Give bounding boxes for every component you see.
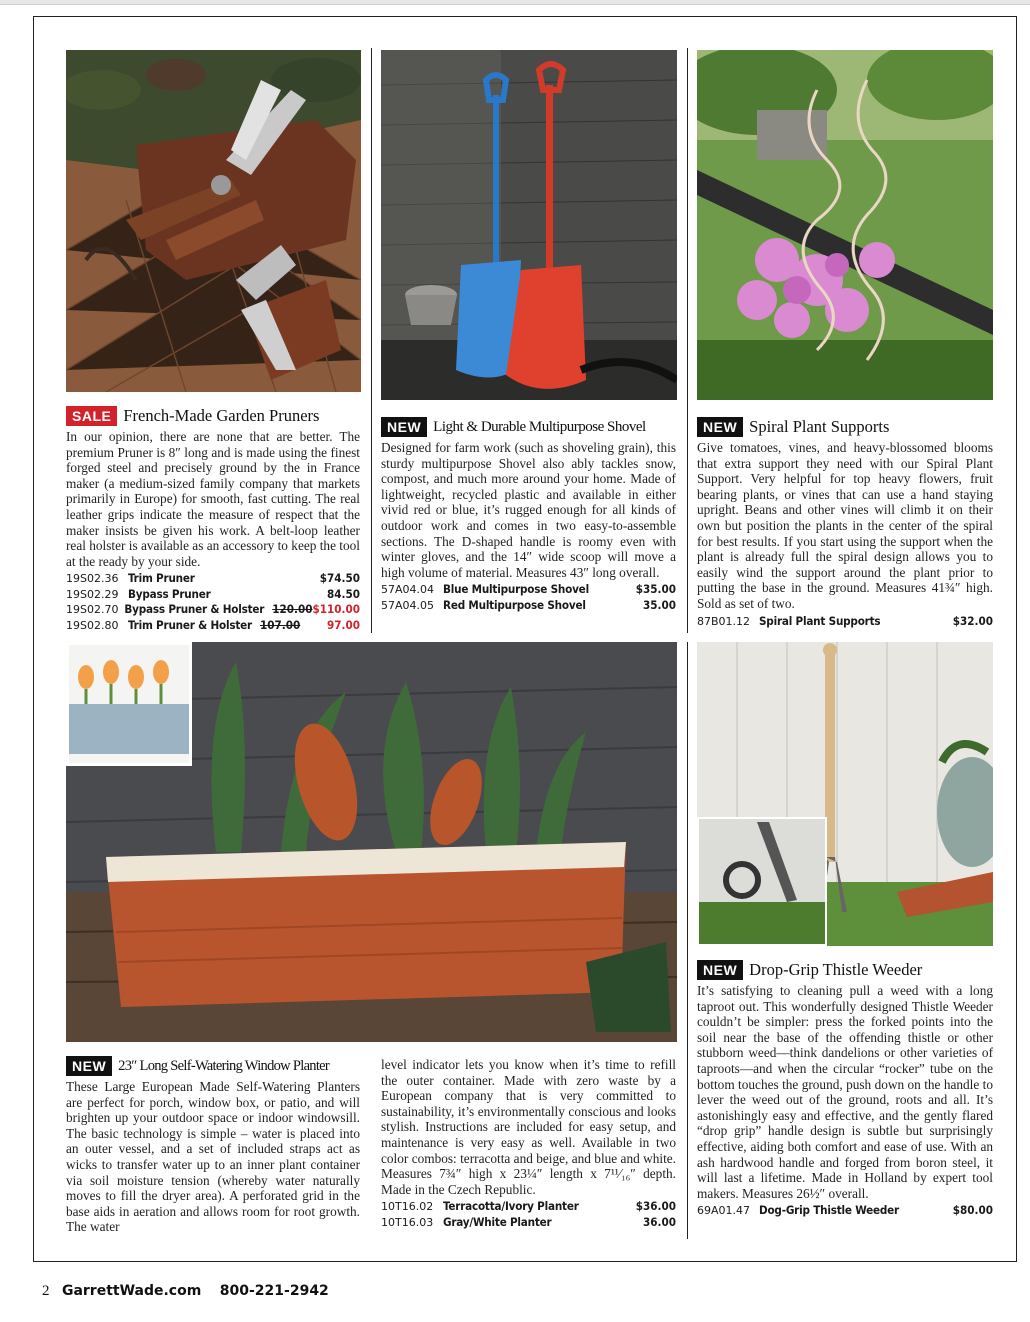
item-name: Trim Pruner bbox=[128, 571, 195, 586]
planter-section-continued bbox=[381, 1057, 676, 1230]
item-sku: 10T16.02 bbox=[381, 1200, 434, 1214]
item-price: $35.00 bbox=[635, 582, 676, 597]
item-sale-price: $110.00 bbox=[312, 602, 360, 617]
spiral-title: Spiral Plant Supports bbox=[749, 417, 890, 436]
weeder-item-list bbox=[697, 1203, 993, 1218]
item-name: Red Multipurpose Shovel bbox=[443, 597, 586, 612]
planter-title: 23″ Long Self-Watering Window Planter bbox=[118, 1057, 330, 1074]
item-sku: 10T16.03 bbox=[381, 1215, 434, 1229]
column-divider-1 bbox=[371, 48, 372, 633]
shovel-section bbox=[381, 416, 676, 613]
item-sku: 87B01.12 bbox=[697, 614, 751, 628]
spiral-section bbox=[697, 416, 993, 629]
column-divider-2 bbox=[687, 48, 688, 633]
planter-description-left: These Large European Made Self-Watering Planters are perfect for porch, window box, or patio, and will brighten up your outdoor space or indoor windowsill. The basic technology is simple – water is placed into an outer vessel, and a set of included straps act as wicks to transfer water up to an inner plant container via soil moisture tension (whereby water naturally moves to fill the dryer area). A perforated grid in the base aids in aeration and allows room for root growth. The water bbox=[66, 1079, 360, 1235]
planter-description-right: level indicator lets you know when it’s time to refill the outer container. Made with zero waste by a European company that is very committed to sustainability, it’s environmentally conscious and looks stylish. Instructions are included for easy setup, and maintenance is very easy as well. Available in two color combos: terracotta and beige, and blue and white. Measures 7¾″ high x 23¼″ length x 7¹¹⁄₁₆″ depth. Made in the Czech Republic. bbox=[381, 1057, 676, 1197]
item-sku: 19S02.36 bbox=[66, 572, 119, 586]
shovel-description: Designed for farm work (such as shoveling grain), this sturdy multipurpose Shovel also ably tackles snow, compost, and much more around your home. Made of lightweight, recycled plastic and available in either vivid red or blue, it’s rugged enough for all kinds of outdoor work and comes in two easy-to-assemble sections. The D-shaped handle is roomy even with winter gloves, and the 14″ wide scoop will move a high volume of material. Measures 43″ long overall. bbox=[381, 440, 676, 580]
shovel-title-row bbox=[381, 416, 676, 438]
item-price: $32.00 bbox=[952, 613, 993, 628]
item-row[interactable] bbox=[381, 1199, 676, 1214]
spiral-photo bbox=[697, 50, 993, 400]
new-badge: NEW bbox=[697, 960, 743, 980]
planter-photo bbox=[66, 642, 677, 1042]
shovel-title: Light & Durable Multipurpose Shovel bbox=[433, 418, 646, 435]
item-row[interactable] bbox=[66, 602, 360, 617]
new-badge: NEW bbox=[697, 417, 743, 437]
item-sku: 19S02.80 bbox=[66, 618, 119, 632]
item-name: Bypass Pruner & Holster bbox=[124, 602, 265, 617]
item-price: $74.50 bbox=[319, 571, 360, 586]
item-price: 36.00 bbox=[643, 1214, 676, 1229]
item-sku: 57A04.04 bbox=[381, 583, 435, 597]
item-row[interactable] bbox=[381, 582, 676, 597]
spiral-title-row bbox=[697, 416, 993, 438]
item-row[interactable] bbox=[66, 571, 360, 586]
item-row[interactable] bbox=[381, 1215, 676, 1230]
weeder-title-row bbox=[697, 959, 993, 981]
new-badge: NEW bbox=[66, 1056, 112, 1076]
weeder-title: Drop-Grip Thistle Weeder bbox=[749, 960, 923, 979]
planter-item-list bbox=[381, 1199, 676, 1230]
item-row[interactable] bbox=[697, 614, 993, 629]
shovel-photo bbox=[381, 50, 677, 400]
pruners-photo bbox=[66, 50, 361, 392]
page-number: 2 bbox=[42, 1283, 50, 1299]
page-footer bbox=[42, 1283, 329, 1300]
shovel-item-list bbox=[381, 582, 676, 613]
viewer-top-bar bbox=[0, 0, 1030, 5]
pruners-item-list bbox=[66, 571, 360, 633]
spiral-description: Give tomatoes, vines, and heavy-blossomed blooms that extra support they need with our Spiral Plant Support. Very helpful for top heavy flowers, fruit bearing plants, or vines that can use a hand staying upright. Beans and other vines will climb it on their own but position the plants in the center of the spiral for best results. If you start using the support when the plant is already full the spiral design allows you to easily wind the support around the plant prior to putting the base in the ground. Measures 41¾″ high. Sold as set of two. bbox=[697, 440, 993, 611]
planter-section bbox=[66, 1055, 360, 1235]
item-row[interactable] bbox=[697, 1203, 993, 1218]
item-name: Dog-Grip Thistle Weeder bbox=[759, 1203, 899, 1218]
item-row[interactable] bbox=[381, 598, 676, 613]
weeder-section bbox=[697, 959, 993, 1219]
item-price: $36.00 bbox=[635, 1199, 676, 1214]
item-name: Terracotta/Ivory Planter bbox=[443, 1199, 579, 1214]
planter-title-row bbox=[66, 1055, 360, 1077]
item-name: Spiral Plant Supports bbox=[759, 613, 881, 628]
weeder-photo bbox=[697, 642, 993, 946]
weeder-description: It’s satisfying to cleaning pull a weed with a long taproot out. This wonderfully designed Thistle Weeder couldn’t be simpler: press the forked points into the soil near the base of the offending thistle or other stubborn weed—think dandelions or other varieties of taproots—and when the circular “rocker” tube on the bottom touches the ground, push down on the handle to lever the weed out of the ground, roots and all. It’s astonishingly easy and effective, and the gently flared “drop grip” handle design is subtle but surprisingly effective, aiding both comfort and ease of use. With an ash hardwood handle and forged from boron steel, it will last a lifetime. Made in Holland by expert tool makers. Measures 26½″ overall. bbox=[697, 983, 993, 1201]
item-sku: 57A04.05 bbox=[381, 598, 435, 612]
sale-badge: SALE bbox=[66, 406, 117, 426]
item-row[interactable] bbox=[66, 587, 360, 602]
item-name: Gray/White Planter bbox=[443, 1214, 552, 1229]
item-old-price: 120.00 bbox=[272, 602, 313, 617]
item-name: Blue Multipurpose Shovel bbox=[443, 582, 589, 597]
item-price: $80.00 bbox=[952, 1203, 993, 1218]
pruners-description: In our opinion, there are none that are better. The premium Pruner is 8″ long and is made using the finest forged steel and precisely ground by the in France maker (a medium-sized family company that markets primarily in Europe) for smooth, fast cutting. The real leather grips indicate the measure of respect that the maker insists be given his work. A belt-loop leather real holster is available as an accessory to keep the tool at the ready by your side. bbox=[66, 429, 360, 569]
item-sale-price: 97.00 bbox=[327, 617, 360, 632]
pruners-title: French-Made Garden Pruners bbox=[123, 406, 320, 425]
item-name: Trim Pruner & Holster bbox=[128, 617, 252, 632]
pruners-section bbox=[66, 405, 360, 633]
new-badge: NEW bbox=[381, 417, 427, 437]
item-price: 84.50 bbox=[327, 586, 360, 601]
column-divider-3 bbox=[687, 642, 688, 1239]
phone-number[interactable]: 800-221-2942 bbox=[219, 1283, 329, 1299]
item-sku: 19S02.29 bbox=[66, 587, 119, 601]
spiral-item-list bbox=[697, 614, 993, 629]
item-old-price: 107.00 bbox=[259, 617, 301, 632]
pruners-title-row bbox=[66, 405, 360, 427]
website-link[interactable]: GarrettWade.com bbox=[61, 1283, 202, 1299]
item-sku: 69A01.47 bbox=[697, 1204, 751, 1218]
item-price: 35.00 bbox=[643, 597, 676, 612]
item-row[interactable] bbox=[66, 618, 360, 633]
item-name: Bypass Pruner bbox=[128, 586, 211, 601]
item-sku: 19S02.70 bbox=[66, 603, 119, 617]
